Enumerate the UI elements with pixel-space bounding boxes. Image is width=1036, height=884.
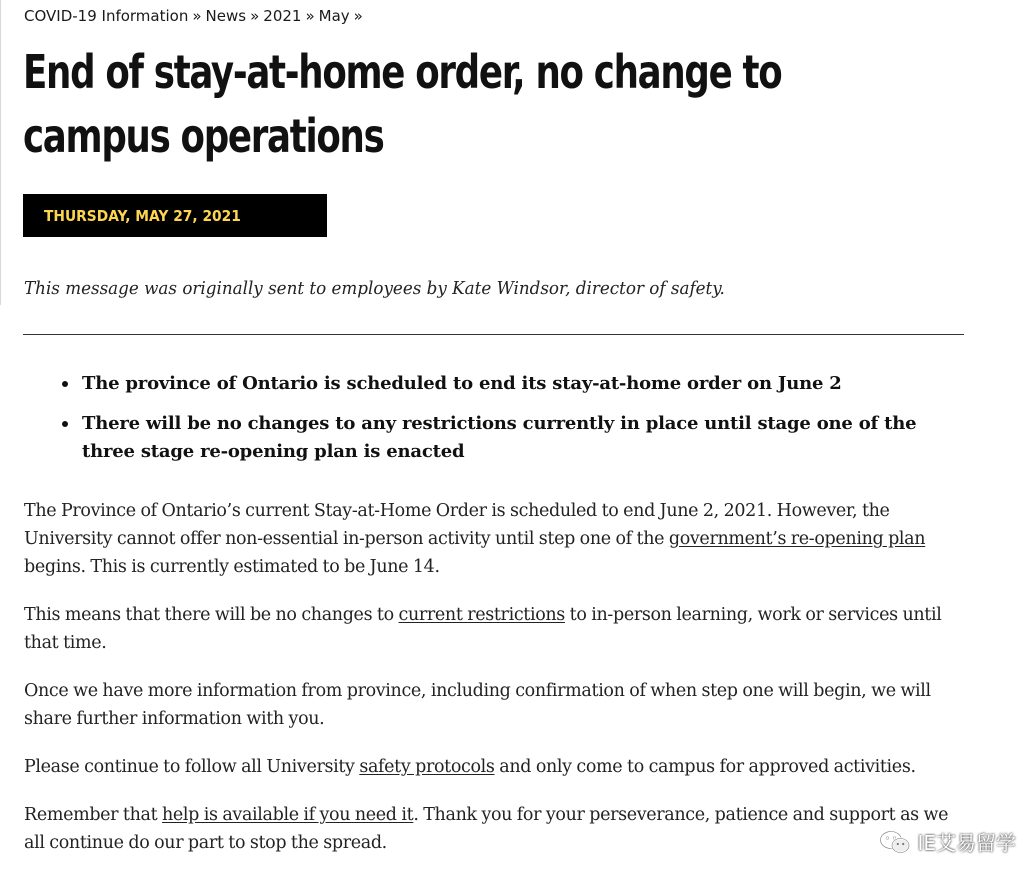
paragraph-text: The Province of Ontario’s current Stay-at-Home Order is scheduled to end June 2, 2021. However, the University cannot offer non-essential in-person activity until step one of the xyxy=(24,501,890,549)
watermark-text: IE艾易留学 xyxy=(917,831,1016,855)
key-point-item xyxy=(82,370,953,398)
paragraph-text: . Thank you for your perseverance, patience and support as we all continue do our part to stop the spread. xyxy=(24,805,949,853)
key-point-item xyxy=(82,410,953,466)
paragraph-help xyxy=(24,801,959,857)
breadcrumb-covid-info-link[interactable]: COVID-19 Information xyxy=(24,7,189,25)
key-point-text: There will be no changes to any restrictions currently in place until stage one of the three stage re-opening plan is enacted xyxy=(82,413,917,462)
publish-date: THURSDAY, MAY 27, 2021 xyxy=(44,206,241,225)
key-point-text: The province of Ontario is scheduled to end its stay-at-home order on June 2 xyxy=(82,373,842,394)
wechat-icon xyxy=(879,829,911,855)
bullet-dot-icon xyxy=(62,381,68,387)
current-restrictions-link[interactable]: current restrictions xyxy=(398,605,565,625)
paragraph-text: begins. This is currently estimated to be June 14. xyxy=(24,557,440,577)
paragraph-restrictions xyxy=(24,601,959,657)
paragraph-text: and only come to campus for approved activities. xyxy=(494,757,916,777)
left-border-rule xyxy=(0,0,1,305)
paragraph-more-info: Once we have more information from province, including confirmation of when step one will begin, we will share further information with you. xyxy=(24,681,931,729)
breadcrumb xyxy=(24,7,367,25)
key-points-list xyxy=(23,370,953,478)
paragraph-schedule xyxy=(24,497,959,581)
paragraph-text: Please continue to follow all University xyxy=(24,757,360,777)
date-badge xyxy=(23,194,327,237)
reopening-plan-link[interactable]: government’s re-opening plan xyxy=(668,529,926,549)
paragraph-text: Remember that xyxy=(24,805,162,825)
breadcrumb-separator: » xyxy=(305,7,315,25)
breadcrumb-news-link[interactable]: News xyxy=(205,7,247,25)
paragraph-text: to in-person learning, work or services until that time. xyxy=(24,605,942,653)
section-divider xyxy=(23,334,964,335)
watermark xyxy=(879,827,1016,856)
breadcrumb-separator: » xyxy=(192,7,202,25)
paragraph-safety xyxy=(24,753,959,781)
paragraph-text: This means that there will be no changes to xyxy=(24,605,399,625)
breadcrumb-separator: » xyxy=(353,7,363,25)
safety-protocols-link[interactable]: safety protocols xyxy=(359,757,495,777)
intro-note: This message was originally sent to employees by Kate Windsor, director of safety. xyxy=(24,278,725,299)
help-available-link[interactable]: help is available if you need it xyxy=(162,805,414,825)
breadcrumb-may-link[interactable]: May xyxy=(318,7,350,25)
page-title: End of stay-at-home order, no change to campus operations xyxy=(23,45,782,163)
breadcrumb-2021-link[interactable]: 2021 xyxy=(263,7,302,25)
breadcrumb-separator: » xyxy=(250,7,260,25)
bullet-dot-icon xyxy=(62,421,68,427)
